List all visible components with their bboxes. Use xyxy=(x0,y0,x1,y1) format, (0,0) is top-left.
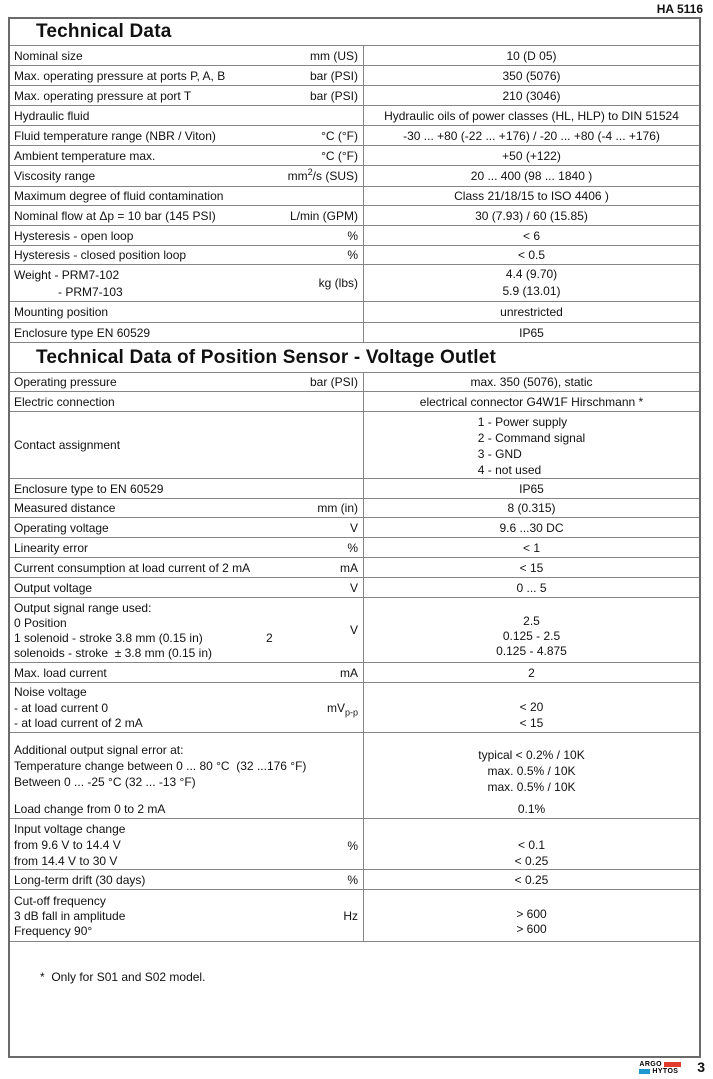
row-value: -30 ... +80 (-22 ... +176) / -20 ... +80 (-4 ... +176) xyxy=(403,128,660,143)
row-label: Noise voltage xyxy=(14,685,87,700)
row-value: 0.125 - 4.875 xyxy=(496,644,567,658)
row-unit: mm (US) xyxy=(310,48,358,63)
row-unit: °C (°F) xyxy=(321,148,358,163)
row-value: 210 (3046) xyxy=(502,88,561,103)
row-label: Enclosure type to EN 60529 xyxy=(14,481,164,496)
row-value: < 15 xyxy=(519,715,544,730)
logo-blue-rect xyxy=(639,1069,650,1074)
row-cutoff-frequency xyxy=(10,890,699,942)
row-value: 2 xyxy=(528,665,535,680)
row-value: typical < 0.2% / 10K xyxy=(478,748,585,762)
row-operating-voltage xyxy=(10,518,699,538)
row-label: Hysteresis - closed position loop xyxy=(14,248,187,262)
page-footer xyxy=(0,1059,713,1079)
row-label: Max. load current xyxy=(14,665,107,680)
row-value: 2.5 xyxy=(523,614,540,628)
row-value: IP65 xyxy=(519,325,544,340)
row-value: < 1 xyxy=(522,540,540,555)
row-label: Output voltage xyxy=(14,580,93,595)
row-operating-pressure xyxy=(10,373,699,392)
row-value: +50 (+122) xyxy=(502,148,561,163)
row-value: > 600 xyxy=(516,907,547,921)
row-label: - at load current 0 xyxy=(14,700,109,715)
row-value: < 0.25 xyxy=(514,872,549,887)
row-output-signal-range xyxy=(10,598,699,663)
row-label: Fluid temperature range (NBR / Viton) xyxy=(14,128,216,143)
row-value: 9.6 ...30 DC xyxy=(499,520,564,535)
row-label: Max. operating pressure at port T xyxy=(14,88,192,103)
row-weight xyxy=(10,265,699,302)
contact-pin-2: 2 - Command signal xyxy=(477,430,586,445)
row-value: 20 ... 400 (98 ... 1840 ) xyxy=(470,169,593,183)
row-label: Load change from 0 to 2 mA xyxy=(14,802,166,816)
row-label: - at load current of 2 mA xyxy=(14,716,143,731)
row-label: Viscosity range xyxy=(14,169,96,183)
row-max-pressure-t xyxy=(10,86,699,106)
footnote-asterisk: * xyxy=(40,970,45,984)
row-output-voltage xyxy=(10,578,699,598)
row-value: max. 0.5% / 10K xyxy=(487,764,576,778)
row-label: solenoids - stroke ± 3.8 mm (0.15 in) xyxy=(14,646,212,660)
row-value: < 0.5 xyxy=(517,248,546,262)
row-unit: bar (PSI) xyxy=(309,68,358,83)
row-fluid-temp-range xyxy=(10,126,699,146)
row-value: unrestricted xyxy=(500,305,563,319)
row-electric-connection xyxy=(10,392,699,412)
row-value: max. 350 (5076), static xyxy=(470,375,593,389)
row-value: 0.125 - 2.5 xyxy=(502,629,561,643)
row-value: 5.9 (13.01) xyxy=(502,284,561,298)
row-label: Weight - PRM7-102 xyxy=(14,268,120,282)
row-label: Ambient temperature max. xyxy=(14,148,156,163)
row-label: Current consumption at load current of 2 mA xyxy=(14,560,251,575)
argo-hytos-logo xyxy=(639,1061,681,1075)
row-label: Nominal size xyxy=(14,48,83,63)
row-value: 0 ... 5 xyxy=(516,580,547,595)
row-unit: mA xyxy=(340,560,358,575)
row-label: Cut-off frequency xyxy=(14,894,106,908)
row-input-voltage-change xyxy=(10,819,699,870)
section1-title-row xyxy=(10,19,699,46)
row-label: Contact assignment xyxy=(14,438,121,452)
row-value: 350 (5076) xyxy=(502,68,561,83)
row-label-wrap: 2 xyxy=(266,631,273,645)
row-value: IP65 xyxy=(519,481,544,496)
row-value: < 0.25 xyxy=(514,854,549,868)
row-unit: % xyxy=(347,839,358,853)
row-label: Enclosure type EN 60529 xyxy=(14,325,151,340)
row-value: Class 21/18/15 to ISO 4406 ) xyxy=(454,189,609,203)
footnote xyxy=(40,970,205,984)
row-label: - PRM7-103 xyxy=(58,285,123,299)
row-unit: % xyxy=(347,248,358,262)
row-label: from 14.4 V to 30 V xyxy=(14,854,118,868)
row-label: Electric connection xyxy=(14,394,115,409)
row-value: < 0.1 xyxy=(517,838,546,852)
row-noise-voltage xyxy=(10,683,699,733)
row-label: Nominal flow at Δp = 10 bar (145 PSI) xyxy=(14,208,216,223)
row-value: 4.4 (9.70) xyxy=(505,267,558,281)
row-unit: Hz xyxy=(343,909,358,923)
contact-pin-1: 1 - Power supply xyxy=(477,414,568,429)
row-label: Between 0 ... -25 °C (32 ... -13 °F) xyxy=(14,775,196,789)
row-unit: $mm^2/s$ (SUS) xyxy=(287,167,358,183)
technical-data-table xyxy=(8,17,701,1058)
row-label: 3 dB fall in amplitude xyxy=(14,909,126,923)
logo-text-hytos: HYTOS xyxy=(652,1068,679,1075)
row-label: Operating pressure xyxy=(14,375,117,389)
row-value: 30 (7.93) / 60 (15.85) xyxy=(475,208,588,223)
row-unit: kg (lbs) xyxy=(318,276,358,290)
row-unit: V xyxy=(349,623,358,637)
row-measured-distance xyxy=(10,499,699,518)
row-unit: mA xyxy=(340,665,358,680)
row-mounting-position xyxy=(10,302,699,323)
row-label: Mounting position xyxy=(14,305,109,319)
document-code: HA 5116 xyxy=(656,2,703,16)
row-value: > 600 xyxy=(516,922,547,936)
row-enclosure-type xyxy=(10,323,699,343)
logo-text-argo: ARGO xyxy=(639,1061,662,1068)
row-value: < 6 xyxy=(522,228,540,243)
row-label: from 9.6 V to 14.4 V xyxy=(14,838,121,852)
row-value: 0.1% xyxy=(517,802,546,816)
row-hydraulic-fluid xyxy=(10,106,699,126)
row-unit: mm (in) xyxy=(317,501,358,515)
contact-pin-3: 3 - GND xyxy=(477,446,522,461)
row-value: max. 0.5% / 10K xyxy=(487,780,576,794)
row-label: Temperature change between 0 ... 80 °C (32 ...176 °F) xyxy=(14,759,307,773)
row-label: Long-term drift (30 days) xyxy=(14,872,146,887)
row-label: Operating voltage xyxy=(14,520,109,535)
row-current-consumption xyxy=(10,558,699,578)
row-hysteresis-closed xyxy=(10,246,699,265)
logo-red-rect xyxy=(664,1062,681,1067)
footnote-row xyxy=(10,942,699,1057)
footnote-text: Only for S01 and S02 model. xyxy=(51,970,206,984)
row-label: Hydraulic fluid xyxy=(14,108,90,123)
section2-title-row xyxy=(10,343,699,373)
row-label: Hysteresis - open loop xyxy=(14,228,134,243)
section1-title: Technical Data xyxy=(36,21,172,42)
row-unit: $mV_{p-p}$ xyxy=(326,700,358,717)
row-value: < 15 xyxy=(519,560,544,575)
row-value: 8 (0.315) xyxy=(507,501,556,515)
row-unit: bar (PSI) xyxy=(309,375,358,389)
row-max-load-current xyxy=(10,663,699,683)
row-value: electrical connector G4W1F Hirschmann * xyxy=(419,394,644,409)
row-value: < 20 xyxy=(519,700,544,714)
row-max-pressure-pab xyxy=(10,66,699,86)
contact-pin-4: 4 - not used xyxy=(477,462,542,477)
row-unit: bar (PSI) xyxy=(309,88,358,103)
row-unit: L/min (GPM) xyxy=(289,208,358,223)
row-unit: °C (°F) xyxy=(321,128,358,143)
row-label: Frequency 90° xyxy=(14,924,93,938)
row-label: 0 Position xyxy=(14,616,67,630)
row-enclosure-type-2 xyxy=(10,479,699,499)
row-label: Max. operating pressure at ports P, A, B xyxy=(14,68,226,83)
row-label: 1 solenoid - stroke 3.8 mm (0.15 in) 2 xyxy=(14,631,273,645)
row-additional-output-error xyxy=(10,733,699,819)
row-label: Measured distance xyxy=(14,501,116,515)
row-contact-assignment xyxy=(10,412,699,479)
row-label: Linearity error xyxy=(14,540,89,555)
row-value: Hydraulic oils of power classes (HL, HLP) to DIN 51524 xyxy=(384,108,679,123)
row-unit: V xyxy=(349,520,358,535)
row-unit: % xyxy=(347,872,358,887)
row-label: Maximum degree of fluid contamination xyxy=(14,189,224,203)
row-fluid-contamination xyxy=(10,187,699,206)
row-value: 10 (D 05) xyxy=(506,48,557,63)
row-ambient-temp xyxy=(10,146,699,166)
page-number: 3 xyxy=(697,1059,705,1075)
row-nominal-size xyxy=(10,46,699,66)
row-long-term-drift xyxy=(10,870,699,890)
row-label: Output signal range used: xyxy=(14,601,152,615)
row-unit: % xyxy=(347,540,358,555)
row-linearity-error xyxy=(10,538,699,558)
row-label: Input voltage change xyxy=(14,822,126,836)
row-unit: % xyxy=(347,228,358,243)
row-label: Additional output signal error at: xyxy=(14,743,184,757)
section2-title: Technical Data of Position Sensor - Voltage Outlet xyxy=(36,346,497,368)
row-hysteresis-open xyxy=(10,226,699,246)
row-unit: V xyxy=(349,580,358,595)
row-viscosity-range xyxy=(10,166,699,187)
row-nominal-flow xyxy=(10,206,699,226)
